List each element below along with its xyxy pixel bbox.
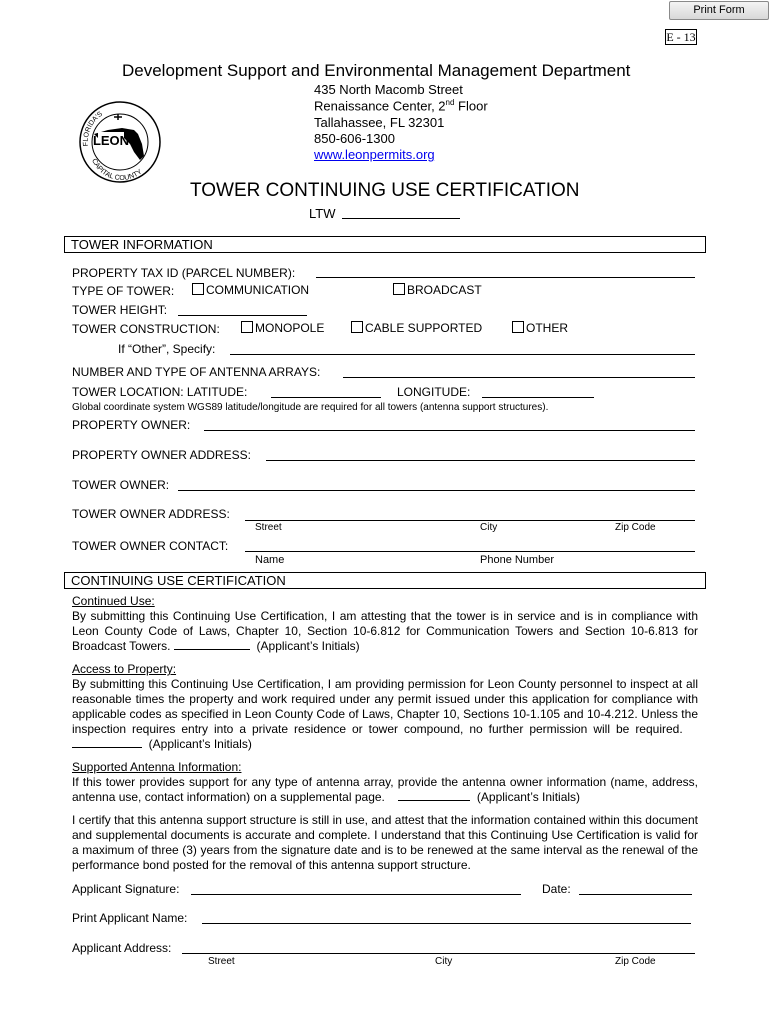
property-owner-address-field[interactable] [266, 460, 695, 461]
tower-owner-zip-caption: Zip Code [615, 522, 656, 533]
parcel-field[interactable] [316, 277, 695, 278]
seal-ring-top: FLORIDA'S [82, 110, 104, 147]
broadcast-option[interactable]: BROADCAST [393, 283, 482, 297]
monopole-option[interactable]: MONOPOLE [241, 321, 324, 335]
tower-owner-street-caption: Street [255, 522, 282, 533]
longitude-label: LONGITUDE: [397, 385, 471, 399]
tower-owner-label: TOWER OWNER: [72, 478, 170, 492]
tower-height-label: TOWER HEIGHT: [72, 303, 168, 317]
antenna-title: Supported Antenna Information: [72, 760, 242, 774]
website-link[interactable]: www.leonpermits.org [314, 147, 435, 162]
communication-checkbox[interactable] [192, 283, 204, 295]
contact-name-caption: Name [255, 554, 285, 566]
tower-owner-city-caption: City [480, 522, 498, 533]
monopole-checkbox[interactable] [241, 321, 253, 333]
signature-field[interactable] [191, 894, 521, 895]
tower-owner-field[interactable] [178, 490, 695, 491]
antenna-text: If this tower provides support for any type of antenna array, provide the antenna owner information (name, address, antenna use, contact information) on a supplemental page. (Applicant’s Initials) [72, 775, 698, 804]
property-owner-label: PROPERTY OWNER: [72, 418, 191, 432]
latitude-label: TOWER LOCATION: LATITUDE: [72, 385, 248, 399]
seal-ring-bottom: CAPITAL COUNTY [90, 157, 144, 182]
antenna-arrays-label: NUMBER AND TYPE OF ANTENNA ARRAYS: [72, 365, 321, 379]
address-city: Tallahassee, FL 32301 [314, 115, 445, 130]
address-phone: 850-606-1300 [314, 131, 395, 146]
broadcast-checkbox[interactable] [393, 283, 405, 295]
applicant-address-field[interactable] [182, 953, 695, 954]
tower-construction-label: TOWER CONSTRUCTION: [72, 322, 220, 336]
applicant-zip-caption: Zip Code [615, 956, 656, 967]
cable-supported-option[interactable]: CABLE SUPPORTED [351, 321, 482, 335]
continued-use-text: By submitting this Continuing Use Certification, I am attesting that the tower is in service and is in compliance with Leon County Code of Laws, Chapter 10, Section 10-6.812 for Communication Towers and Section 10-6.813 for Broadcast Towers. (Applicant’s Initials) [72, 609, 698, 653]
seal-center-text: LEON [92, 133, 130, 148]
print-form-button[interactable]: Print Form [669, 1, 769, 20]
address-building: Renaissance Center, 2nd Floor [314, 98, 488, 114]
longitude-field[interactable] [482, 397, 594, 398]
applicant-address-label: Applicant Address: [72, 941, 172, 955]
other-option[interactable]: OTHER [512, 321, 568, 335]
contact-phone-caption: Phone Number [480, 554, 554, 566]
applicant-street-caption: Street [208, 956, 235, 967]
tower-owner-contact-field[interactable] [245, 551, 695, 552]
tower-owner-address-label: TOWER OWNER ADDRESS: [72, 507, 230, 521]
initials-2-field[interactable] [72, 737, 142, 748]
latitude-field[interactable] [271, 397, 381, 398]
continued-use-title: Continued Use: [72, 594, 155, 608]
other-specify-field[interactable] [230, 354, 695, 355]
address-street: 435 North Macomb Street [314, 82, 463, 97]
signature-label: Applicant Signature: [72, 882, 180, 896]
leon-county-seal [78, 100, 162, 184]
tower-height-field[interactable] [178, 315, 307, 316]
applicant-city-caption: City [435, 956, 453, 967]
property-owner-address-label: PROPERTY OWNER ADDRESS: [72, 448, 251, 462]
form-title: TOWER CONTINUING USE CERTIFICATION [190, 180, 580, 201]
access-text: By submitting this Continuing Use Certification, I am providing permission for Leon County personnel to inspect at all reasonable times the property and work required under any permit issued under this application for compliance with applicable codes as specified in Leon County Code of Laws, Chapter 10, Sections 10-1.105 and 10-4.212. Unless the inspection requires entry into a private residence or tower compound, no further permission will be required. (Applicant’s Initials) [72, 677, 698, 751]
access-title: Access to Property: [72, 662, 177, 676]
property-owner-field[interactable] [204, 430, 695, 431]
communication-option[interactable]: COMMUNICATION [192, 283, 309, 297]
coordinate-note: Global coordinate system WGS89 latitude/longitude are required for all towers (antenna support structures). [72, 402, 549, 413]
certification-header: CONTINUING USE CERTIFICATION [64, 572, 706, 589]
certify-text: I certify that this antenna support structure is still in use, and attest that the information contained within this document and supplemental documents is accurate and complete. I understand that this Continuing Use Certification is valid for a maximum of three (3) years from the signature date and is to be renewed at the same interval as the renewal of the performance bond posted for the removal of this antenna support structure. [72, 813, 698, 872]
ltw-field[interactable] [342, 218, 460, 219]
cable-supported-checkbox[interactable] [351, 321, 363, 333]
tower-owner-contact-label: TOWER OWNER CONTACT: [72, 539, 229, 553]
tower-information-header: TOWER INFORMATION [64, 236, 706, 253]
initials-3-field[interactable] [398, 790, 470, 801]
other-checkbox[interactable] [512, 321, 524, 333]
ltw-label: LTW [309, 206, 336, 221]
print-name-field[interactable] [202, 923, 691, 924]
tower-type-label: TYPE OF TOWER: [72, 284, 175, 298]
department-name: Development Support and Environmental Management Department [122, 61, 631, 80]
initials-1-field[interactable] [174, 639, 250, 650]
date-field[interactable] [579, 894, 692, 895]
parcel-label: PROPERTY TAX ID (PARCEL NUMBER): [72, 266, 296, 280]
date-label: Date: [542, 882, 571, 896]
print-name-label: Print Applicant Name: [72, 911, 188, 925]
other-specify-label: If “Other”, Specify: [118, 342, 216, 356]
antenna-arrays-field[interactable] [343, 377, 695, 378]
form-code: E - 13 [666, 30, 696, 44]
tower-owner-address-field[interactable] [245, 520, 695, 521]
